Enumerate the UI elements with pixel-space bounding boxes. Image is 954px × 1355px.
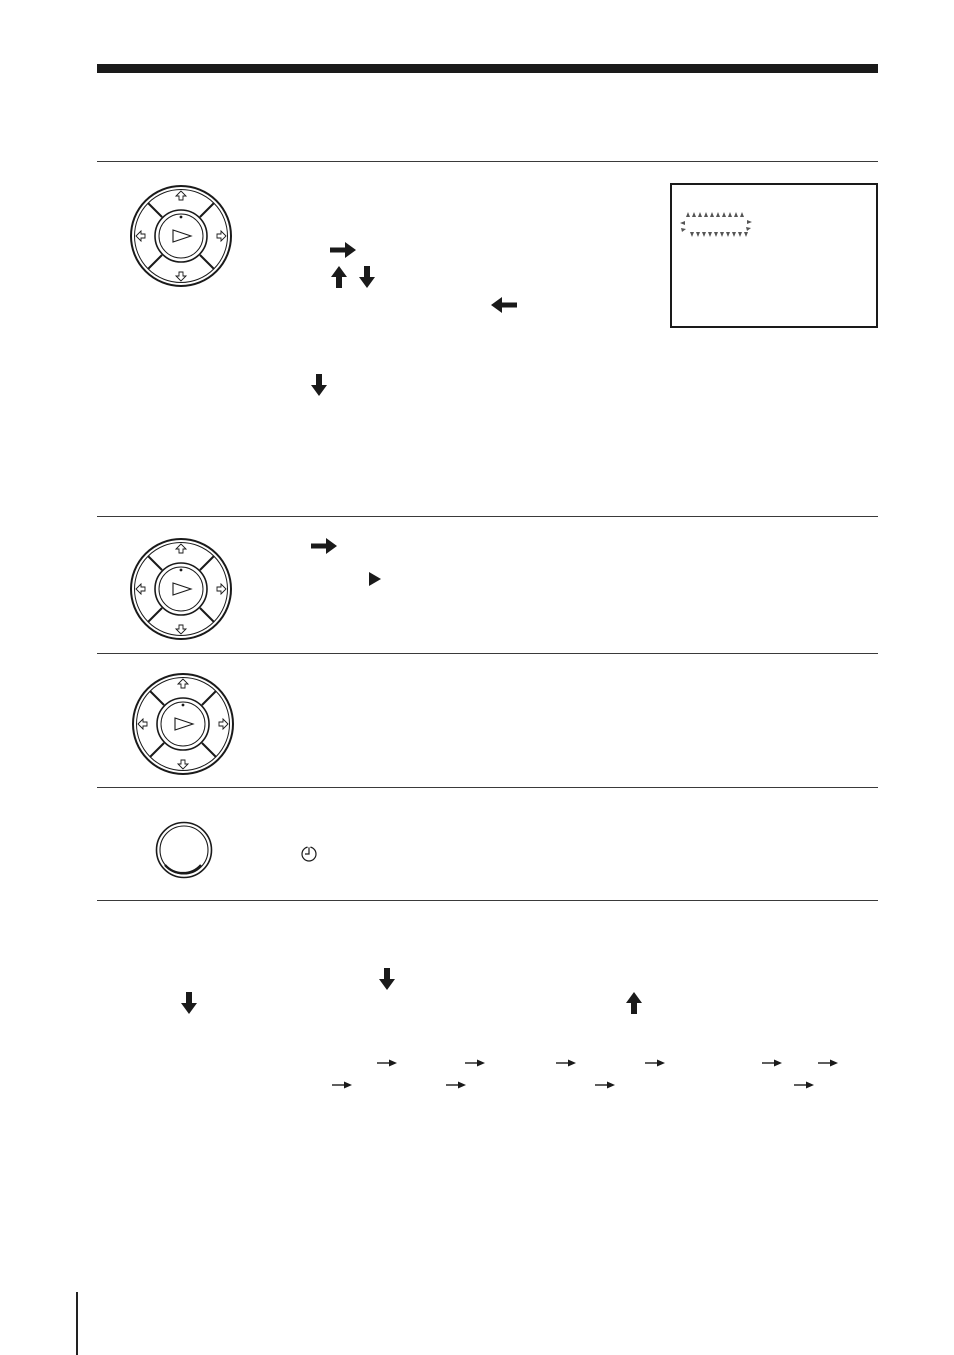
- thin-arrow-right-icon: [377, 1058, 397, 1068]
- thin-arrow-right-icon: [794, 1080, 814, 1090]
- joystick-control-icon: [131, 672, 235, 776]
- arrow-up-icon: [331, 266, 347, 288]
- arrow-down-icon: [359, 266, 375, 288]
- step-divider: [97, 900, 878, 901]
- thin-arrow-right-icon: [762, 1058, 782, 1068]
- thin-arrow-right-icon: [818, 1058, 838, 1068]
- arrow-right-icon: [311, 538, 337, 554]
- step-divider: [97, 653, 878, 654]
- step-divider: [97, 161, 878, 162]
- timer-clock-icon: [300, 845, 318, 863]
- round-button-icon: [155, 821, 215, 881]
- thin-arrow-right-icon: [595, 1080, 615, 1090]
- arrow-down-icon: [181, 992, 197, 1014]
- thin-arrow-right-icon: [332, 1080, 352, 1090]
- header-rule: [97, 64, 878, 73]
- arrow-right-icon: [330, 242, 356, 258]
- thin-arrow-right-icon: [556, 1058, 576, 1068]
- step-divider: [97, 516, 878, 517]
- arrow-down-icon: [379, 968, 395, 990]
- thin-arrow-right-icon: [645, 1058, 665, 1068]
- arrow-up-icon: [626, 992, 642, 1014]
- arrow-down-icon: [311, 374, 327, 396]
- tv-screen-display: [670, 183, 878, 328]
- flashing-item-icon: [672, 185, 876, 326]
- margin-rule: [76, 1292, 78, 1355]
- thin-arrow-right-icon: [446, 1080, 466, 1090]
- step-divider: [97, 787, 878, 788]
- arrow-left-icon: [491, 297, 517, 313]
- thin-arrow-right-icon: [465, 1058, 485, 1068]
- joystick-control-icon: [129, 184, 233, 288]
- joystick-control-icon: [129, 537, 233, 641]
- play-triangle-icon: [368, 572, 382, 586]
